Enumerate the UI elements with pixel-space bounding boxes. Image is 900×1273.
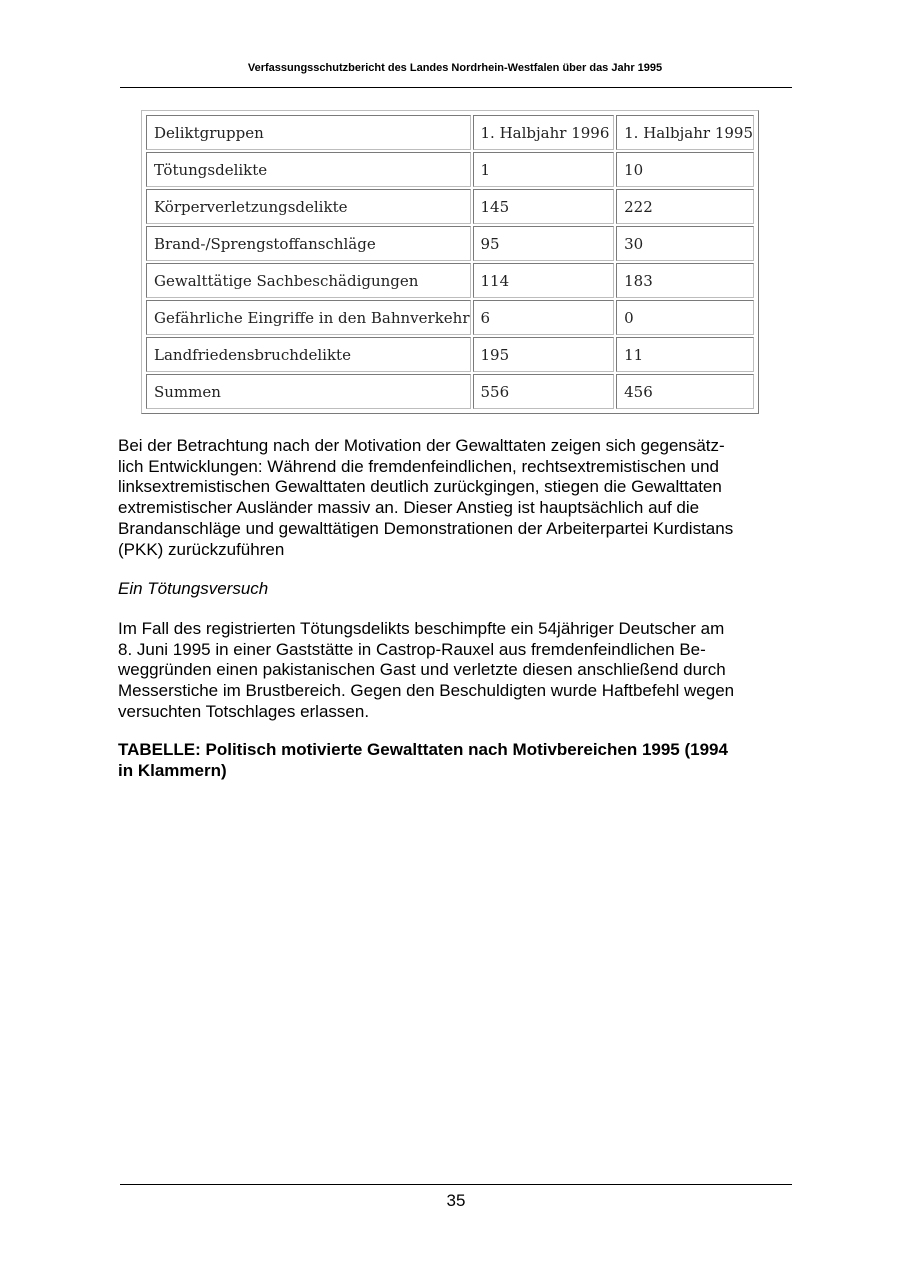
table-cell: 195	[473, 337, 615, 372]
table-row	[146, 226, 754, 261]
motivation-paragraph	[118, 436, 783, 560]
text-line: (PKK) zurückzuführen	[118, 539, 285, 559]
text-line: Messerstiche im Brustbereich. Gegen den Beschuldigten wurde Haftbefehl wegen	[118, 681, 735, 701]
table-cell: Summen	[146, 374, 471, 409]
table-cell: 11	[616, 337, 754, 372]
footer-rule	[120, 1184, 792, 1185]
table-cell: Körperverletzungsdelikte	[146, 189, 471, 224]
text-line: TABELLE: Politisch motivierte Gewalttaten nach Motivbereichen 1995 (1994	[118, 740, 728, 759]
column-header: Deliktgruppen	[146, 115, 471, 150]
table-row	[146, 189, 754, 224]
table-cell: Tötungsdelikte	[146, 152, 471, 187]
table-cell: 95	[473, 226, 615, 261]
table-cell: 10	[616, 152, 754, 187]
page-number: 35	[446, 1191, 466, 1210]
table-cell: 183	[616, 263, 754, 298]
table-row	[146, 263, 754, 298]
text-line: versuchten Totschlages erlassen.	[118, 701, 370, 721]
table-cell: 1	[473, 152, 615, 187]
text-line: Bei der Betrachtung nach der Motivation der Gewalttaten zeigen sich gegensätz-	[118, 436, 725, 455]
column-header: 1. Halbjahr 1996	[473, 115, 615, 150]
table-row	[146, 337, 754, 372]
table-cell: 0	[616, 300, 754, 335]
table-cell: 114	[473, 263, 615, 298]
running-header: Verfassungsschutzbericht des Landes Nordrhein-Westfalen über das Jahr 1995	[247, 62, 663, 74]
text-line: Brandanschläge und gewalttätigen Demonstrationen der Arbeiterpartei Kurdistans	[118, 518, 734, 538]
table-cell: 222	[616, 189, 754, 224]
table-cell: Brand-/Sprengstoffanschläge	[146, 226, 471, 261]
text-line: linksextremistischen Gewalttaten deutlich zurückgingen, stiegen die Gewalttaten	[118, 477, 722, 497]
table-cell: 145	[473, 189, 615, 224]
table-row	[146, 300, 754, 335]
table-cell: Gefährliche Eingriffe in den Bahnverkehr	[146, 300, 471, 335]
text-line: 8. Juni 1995 in einer Gaststätte in Castrop-Rauxel aus fremdenfeindlichen Be-	[118, 639, 706, 659]
table-header-row	[146, 115, 754, 150]
delikt-table	[141, 110, 759, 414]
case-paragraph	[118, 619, 783, 723]
header-rule	[120, 87, 792, 88]
section-subheading: Ein Tötungsversuch	[118, 579, 269, 598]
table-caption	[118, 740, 783, 781]
table-cell: Landfriedensbruchdelikte	[146, 337, 471, 372]
delikt-table-grid	[144, 113, 756, 411]
table-cell: 30	[616, 226, 754, 261]
text-line: weggründen einen pakistanischen Gast und verletzte diesen anschließend durch	[118, 660, 726, 680]
text-line: Im Fall des registrierten Tötungsdelikts beschimpfte ein 54jähriger Deutscher am	[118, 619, 725, 638]
text-line: lich Entwicklungen: Während die fremdenfeindlichen, rechtsextremistischen und	[118, 456, 719, 476]
table-cell: Gewalttätige Sachbeschädigungen	[146, 263, 471, 298]
table-row-total	[146, 374, 754, 409]
column-header: 1. Halbjahr 1995	[616, 115, 754, 150]
table-cell: 456	[616, 374, 754, 409]
text-line: extremistischer Ausländer massiv an. Dieser Anstieg ist hauptsächlich auf die	[118, 498, 700, 518]
table-row	[146, 152, 754, 187]
table-cell: 556	[473, 374, 615, 409]
text-line: in Klammern)	[118, 760, 227, 780]
table-cell: 6	[473, 300, 615, 335]
